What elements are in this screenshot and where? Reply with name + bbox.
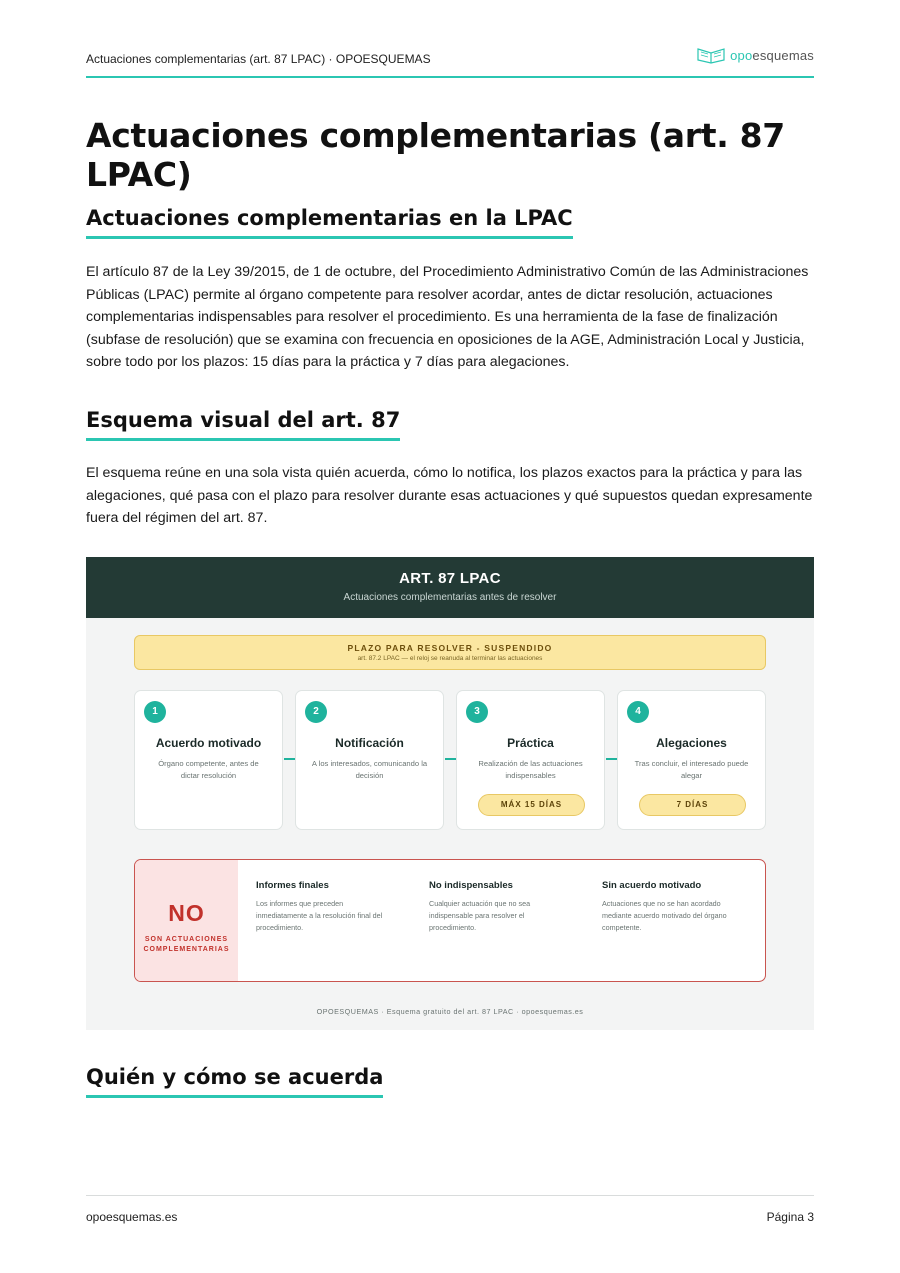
section-paragraph: El esquema reúne en una sola vista quién acuerda, cómo lo notifica, los plazos exactos para la práctica y para las alegaciones, qué pasa con el plazo para resolver durante esas actuaciones y qué supuestos quedan expresamente fuera del régimen del art. 87.	[86, 465, 813, 527]
exclusion-description: Actuaciones que no se han acordado mediante acuerdo motivado del órgano competente.	[602, 899, 727, 932]
header-title: Actuaciones complementarias (art. 87 LPAC) · OPOESQUEMAS	[86, 52, 431, 66]
infographic-subtitle: Actuaciones complementarias antes de resolver	[343, 592, 557, 603]
step-number: 2	[305, 701, 327, 723]
infographic	[86, 557, 814, 1030]
plazo-subtitle: art. 87.2 LPAC — el reloj se reanuda al terminar las actuaciones	[357, 655, 543, 662]
step-number: 4	[627, 701, 649, 723]
exclusion-title: Sin acuerdo motivado	[602, 880, 702, 891]
step-number: 1	[144, 701, 166, 723]
exclusion-description: Cualquier actuación que no sea indispensable para resolver el procedimiento.	[429, 899, 531, 932]
step-description: Tras concluir, el interesado puede alegar	[634, 759, 749, 780]
infographic-footer: OPOESQUEMAS · Esquema gratuito del art. 87 LPAC · opoesquemas.es	[316, 1007, 584, 1016]
step-card	[617, 690, 766, 830]
exclusion-item	[429, 880, 569, 934]
step-description: Realización de las actuaciones indispensables	[478, 759, 583, 780]
exclusion-title: Informes finales	[256, 880, 329, 891]
no-label: NO	[168, 900, 205, 926]
section-heading: Esquema visual del art. 87	[86, 408, 400, 441]
exclusion-title: No indispensables	[429, 880, 513, 891]
step-card	[456, 690, 605, 830]
page-header	[86, 44, 814, 78]
plazo-title: PLAZO PARA RESOLVER - SUSPENDIDO	[347, 643, 553, 653]
infographic-title: ART. 87 LPAC	[399, 570, 501, 587]
page-number: Página 3	[766, 1210, 814, 1224]
section-heading: Actuaciones complementarias en la LPAC	[86, 206, 573, 239]
step-description: A los interesados, comunicando la decisión	[311, 759, 428, 780]
exclusion-item	[256, 880, 396, 934]
logo[interactable]	[696, 46, 814, 64]
footer-divider	[86, 1195, 814, 1196]
footer-site[interactable]: opoesquemas.es	[86, 1210, 178, 1224]
logo-text: opoesquemas	[730, 47, 814, 63]
step-card	[134, 690, 283, 830]
deadline-badge: MÁX 15 DÍAS	[478, 794, 585, 816]
infographic-header	[86, 557, 814, 618]
step-card	[295, 690, 444, 830]
exclusion-description: Los informes que preceden inmediatamente a la resolución final del procedimiento.	[256, 899, 383, 932]
section-paragraph: El artículo 87 de la Ley 39/2015, de 1 de octubre, del Procedimiento Administrativo Común de las Administraciones Públicas (LPAC) permite al órgano competente para resolver acordar, antes de dictar resolución, actuaciones complementarias indispensables para resolver el procedimiento. Es una herramienta de la fase de finalización (subfase de resolución) que se examina con frecuencia en oposiciones de la AGE, Administración Local y Justicia, sobre todo por los plazos: 15 días para la práctica y 7 días para alegaciones.	[86, 264, 809, 371]
step-title: Práctica	[507, 736, 554, 750]
exclusion-item	[602, 880, 742, 934]
section-heading: Quién y cómo se acuerda	[86, 1065, 383, 1098]
exclusions-label	[135, 860, 238, 981]
step-title: Alegaciones	[656, 736, 727, 750]
step-title: Acuerdo motivado	[155, 736, 262, 750]
no-sublabel: SON ACTUACIONES COMPLEMENTARIAS	[143, 936, 230, 953]
step-description: Órgano competente, antes de dictar resolución	[158, 759, 259, 780]
exclusions-box	[134, 859, 766, 982]
page-title: Actuaciones complementarias (art. 87 LPAC)	[86, 116, 785, 194]
step-title: Notificación	[335, 736, 404, 750]
open-book-icon	[696, 46, 726, 64]
plazo-banner	[134, 635, 766, 670]
deadline-badge: 7 DÍAS	[639, 794, 746, 816]
step-number: 3	[466, 701, 488, 723]
